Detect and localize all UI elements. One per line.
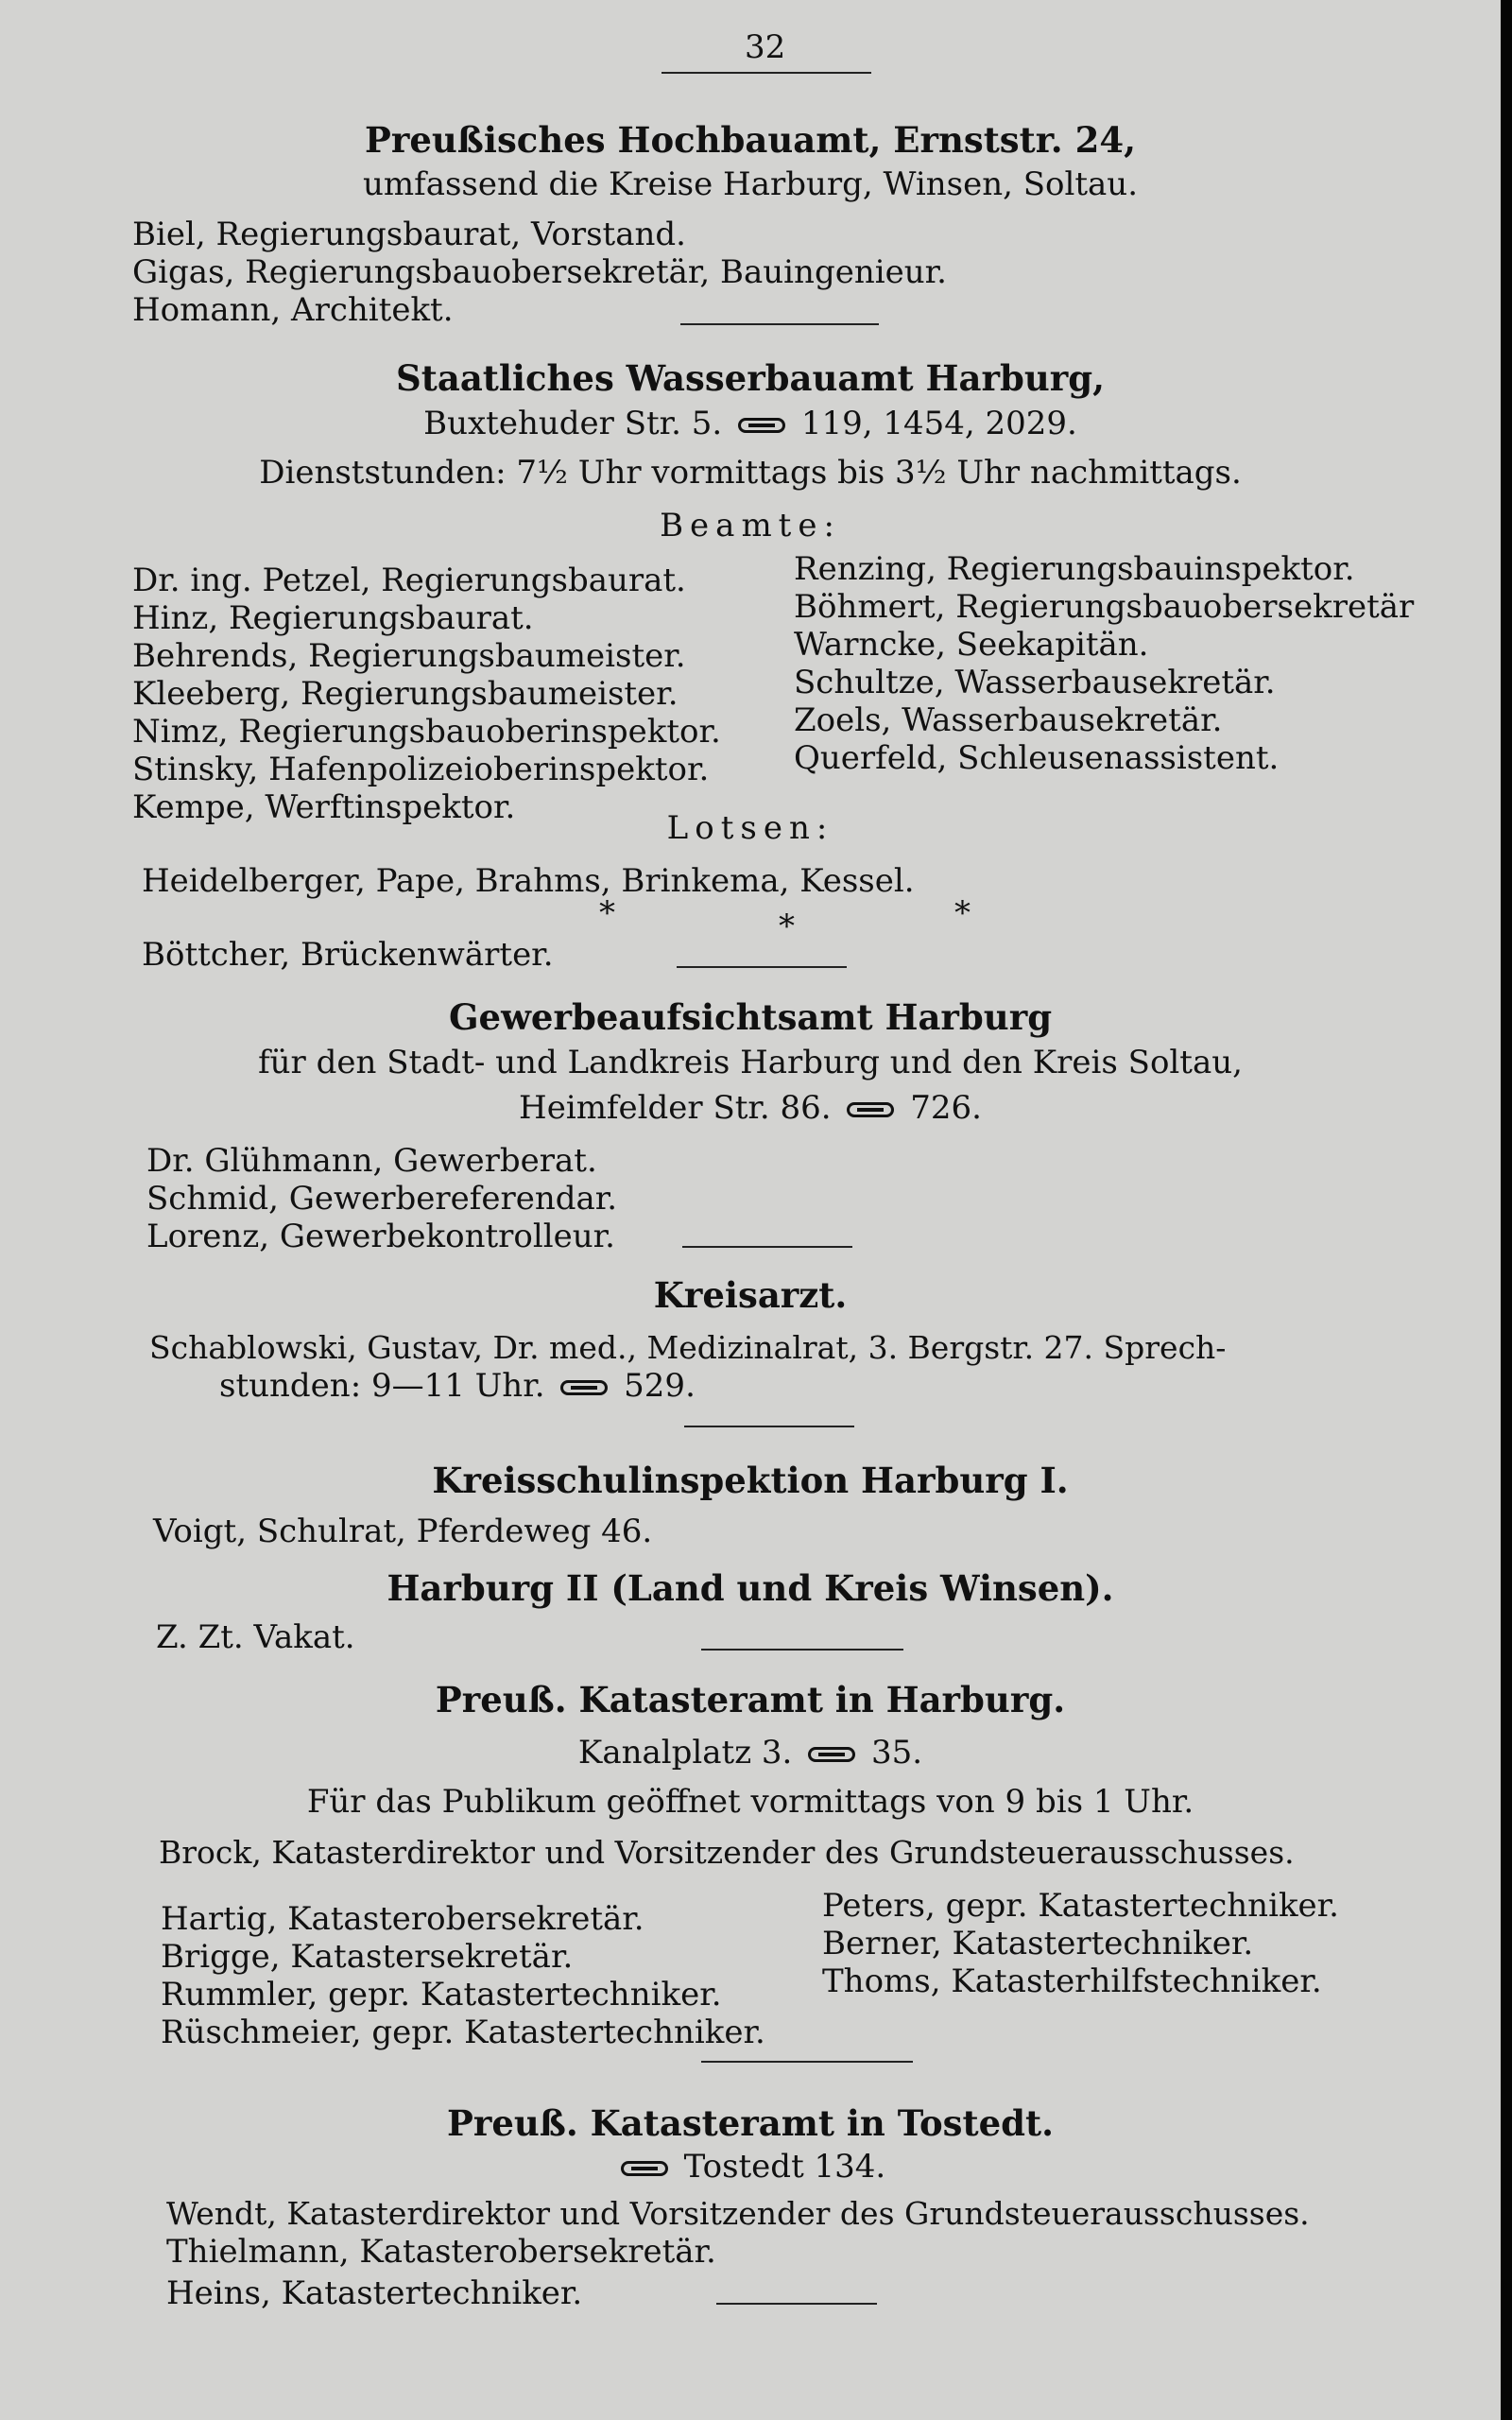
kataster-harburg-hours: Für das Publikum geöffnet vormittags von 9 bis 1 Uhr. bbox=[306, 1783, 1194, 1821]
page-number: 32 bbox=[745, 28, 786, 66]
staff-entry: Z. Zt. Vakat. bbox=[156, 1618, 355, 1656]
telephone-icon bbox=[621, 2161, 668, 2176]
staff-entry: Hinz, Regierungsbaurat. bbox=[132, 599, 534, 637]
kataster-harburg-title: Preuß. Katasteramt in Harburg. bbox=[435, 1679, 1066, 1720]
staff-entry: Kleeberg, Regierungsbaumeister. bbox=[132, 675, 679, 713]
divider bbox=[680, 323, 879, 325]
staff-entry: Schultze, Wasserbausekretär. bbox=[794, 664, 1276, 701]
kataster-harburg-address: Kanalplatz 3. bbox=[577, 1734, 793, 1772]
scan-edge bbox=[1501, 0, 1512, 2420]
staff-entry: Böttcher, Brückenwärter. bbox=[142, 936, 554, 974]
staff-entry: Renzing, Regierungsbauinspektor. bbox=[794, 550, 1355, 588]
kataster-harburg-director: Brock, Katasterdirektor und Vorsitzender des Grundsteuerausschusses. bbox=[159, 1834, 1295, 1871]
gewerbe-address-line bbox=[0, 1089, 1501, 1127]
divider bbox=[716, 2303, 877, 2305]
staff-entry: Hartig, Katasterobersekretär. bbox=[161, 1900, 644, 1938]
staff-entry: Stinsky, Hafenpolizeioberinspektor. bbox=[132, 751, 710, 788]
staff-entry: Voigt, Schulrat, Pferdeweg 46. bbox=[153, 1512, 653, 1550]
kataster-tostedt-title: Preuß. Katasteramt in Tostedt. bbox=[447, 2102, 1054, 2144]
staff-entry: Rüschmeier, gepr. Katastertechniker. bbox=[161, 2014, 765, 2051]
divider bbox=[684, 1426, 854, 1427]
gewerbe-subtitle: für den Stadt- und Landkreis Harburg und den Kreis Soltau, bbox=[258, 1044, 1243, 1081]
staff-entry: Brigge, Katastersekretär. bbox=[161, 1938, 574, 1976]
staff-entry: Gigas, Regierungsbauobersekretär, Bauingenieur. bbox=[132, 253, 947, 291]
staff-entry: Lorenz, Gewerbekontrolleur. bbox=[146, 1218, 615, 1255]
staff-entry: Kempe, Werftinspektor. bbox=[132, 788, 516, 826]
wasserbauamt-title: Staatliches Wasserbauamt Harburg, bbox=[396, 357, 1105, 399]
staff-entry: Berner, Katastertechniker. bbox=[822, 1925, 1254, 1962]
staff-entry: Warncke, Seekapitän. bbox=[794, 626, 1149, 664]
staff-entry: Dr. ing. Petzel, Regierungsbaurat. bbox=[132, 562, 686, 599]
hochbauamt-subtitle: umfassend die Kreise Harburg, Winsen, Soltau. bbox=[362, 165, 1139, 203]
staff-entry: Schmid, Gewerbereferendar. bbox=[146, 1180, 618, 1218]
staff-entry: Thielmann, Katasterobersekretär. bbox=[166, 2233, 716, 2271]
asterisk-separator: * bbox=[599, 894, 615, 932]
kreisarzt-phone: 529. bbox=[624, 1367, 696, 1405]
kataster-harburg-phone: 35. bbox=[871, 1734, 923, 1772]
staff-entry: Rummler, gepr. Katastertechniker. bbox=[161, 1976, 722, 2014]
gewerbe-title: Gewerbeaufsichtsamt Harburg bbox=[448, 996, 1053, 1038]
staff-entry: Dr. Glühmann, Gewerberat. bbox=[146, 1142, 597, 1180]
gewerbe-address: Heimfelder Str. 86. bbox=[519, 1089, 832, 1127]
kreisarzt-title: Kreisarzt. bbox=[653, 1274, 848, 1316]
staff-entry: Behrends, Regierungsbaumeister. bbox=[132, 637, 686, 675]
kreisarzt-entry: Schablowski, Gustav, Dr. med., Medizinalrat, 3. Bergstr. 27. Sprech- bbox=[149, 1329, 1227, 1366]
staff-entry: Heins, Katastertechniker. bbox=[166, 2274, 583, 2312]
telephone-icon bbox=[738, 418, 785, 433]
divider bbox=[662, 72, 871, 74]
wasserbauamt-address-line bbox=[0, 405, 1501, 442]
divider bbox=[677, 966, 847, 968]
staff-entry: Peters, gepr. Katastertechniker. bbox=[822, 1887, 1339, 1925]
kataster-tostedt-phone-line bbox=[0, 2148, 1501, 2186]
staff-entry: Wendt, Katasterdirektor und Vorsitzender des Grundsteuerausschusses. bbox=[166, 2195, 1310, 2232]
wasserbauamt-address: Buxtehuder Str. 5. bbox=[423, 405, 723, 442]
schulinspektion-title-2: Harburg II (Land und Kreis Winsen). bbox=[387, 1567, 1114, 1609]
divider bbox=[701, 1649, 903, 1651]
telephone-icon bbox=[560, 1380, 608, 1395]
telephone-icon bbox=[847, 1102, 894, 1117]
asterisk-separator: * bbox=[954, 894, 971, 932]
divider bbox=[682, 1246, 852, 1248]
wasserbauamt-hours: Dienststunden: 7½ Uhr vormittags bis 3½ Uhr nachmittags. bbox=[259, 454, 1242, 492]
asterisk-separator: * bbox=[779, 908, 795, 945]
gewerbe-phone: 726. bbox=[910, 1089, 982, 1127]
lotsen-heading: Lotsen: bbox=[666, 809, 834, 847]
staff-entry: Nimz, Regierungsbauoberinspektor. bbox=[132, 713, 721, 751]
hochbauamt-title: Preußisches Hochbauamt, Ernststr. 24, bbox=[365, 119, 1136, 161]
schulinspektion-title-1: Kreisschulinspektion Harburg I. bbox=[432, 1460, 1069, 1501]
divider bbox=[701, 2061, 913, 2063]
telephone-icon bbox=[808, 1747, 855, 1762]
wasserbauamt-phones: 119, 1454, 2029. bbox=[800, 405, 1077, 442]
staff-entry: Zoels, Wasserbausekretär. bbox=[794, 701, 1223, 739]
kataster-harburg-address-line bbox=[0, 1734, 1501, 1772]
staff-entry: Thoms, Katasterhilfstechniker. bbox=[822, 1962, 1322, 2000]
staff-entry: Biel, Regierungsbaurat, Vorstand. bbox=[132, 216, 686, 253]
beamte-heading: Beamte: bbox=[660, 507, 841, 544]
staff-entry: Homann, Architekt. bbox=[132, 291, 454, 329]
kreisarzt-hours-line bbox=[219, 1367, 696, 1405]
staff-entry: Querfeld, Schleusenassistent. bbox=[794, 739, 1280, 777]
lotsen-list: Heidelberger, Pape, Brahms, Brinkema, Kessel. bbox=[142, 862, 915, 900]
kataster-tostedt-phone: Tostedt 134. bbox=[683, 2148, 886, 2186]
staff-entry: Böhmert, Regierungsbauobersekretär bbox=[794, 588, 1415, 626]
kreisarzt-hours: stunden: 9—11 Uhr. bbox=[219, 1367, 545, 1405]
